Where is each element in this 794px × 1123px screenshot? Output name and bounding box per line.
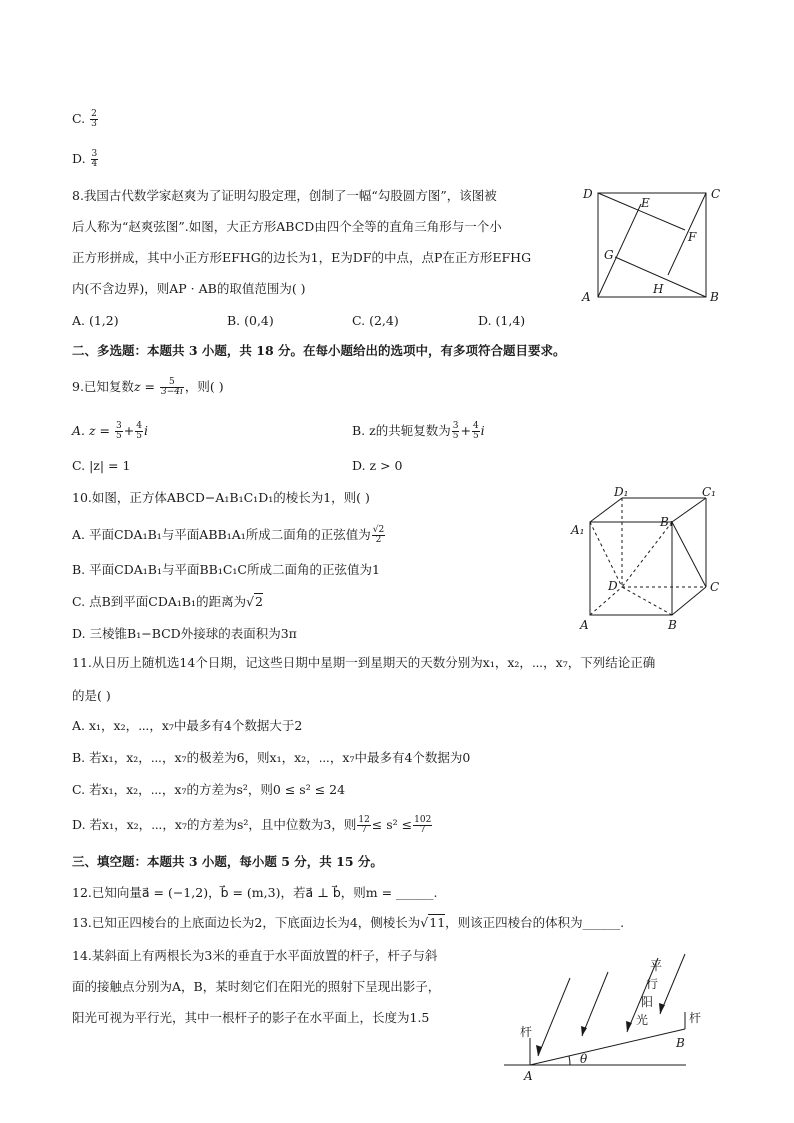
frac-den: 3−4i — [160, 387, 183, 397]
edge-b1c1 — [672, 498, 706, 522]
q9-option-c: C. |z| = 1 — [72, 458, 131, 473]
frac-num: 102 — [414, 815, 432, 825]
frac — [357, 816, 370, 835]
q7-option-c-fraction — [90, 110, 98, 129]
q8-line-2: 后人称为“赵爽弦图”.如图，大正方形ABCD由四个全等的直角三角形与一个小 — [72, 219, 502, 234]
imag-unit: i — [143, 423, 148, 438]
edge-b1d — [622, 522, 672, 587]
edge-bc — [672, 587, 706, 615]
frac-den: 2 — [375, 535, 382, 545]
q13-text-pre: 13.已知正四棱台的上底面边长为2，下底面边长为4，侧棱长为 — [72, 915, 421, 930]
label-b: B — [668, 618, 677, 632]
q9-stem-z: z = — [133, 379, 155, 394]
label-b1: B₁ — [660, 515, 674, 529]
q14-line-1: 14.某斜面上有两根长为3米的垂直于水平面放置的杆子，杆子与斜 — [72, 948, 438, 963]
q11-option-c: C. 若x₁，x₂，⋯，x₇的方差为s²，则0 ≤ s² ≤ 24 — [72, 782, 346, 797]
frac-den: 7 — [361, 825, 367, 835]
frac-den: 5 — [472, 431, 479, 441]
frac-num: 2 — [91, 109, 97, 119]
triangle-edge-2 — [668, 193, 706, 275]
q10-option-b: B. 平面CDA₁B₁与平面BB₁C₁C所成二面角的正弦值为1 — [72, 562, 380, 577]
label-h: H — [653, 282, 664, 296]
q9-stem — [72, 378, 224, 397]
q10-stem: 10.如图，正方体ABCD−A₁B₁C₁D₁的棱长为1，则( ) — [72, 490, 370, 505]
label-a: A — [580, 618, 589, 632]
q10-optA-text: A. 平面CDA₁B₁与平面ABB₁A₁所成二面角的正弦值为 — [72, 527, 371, 542]
label-b: B — [676, 1036, 685, 1050]
section-3-heading: 三、填空题：本题共 3 小题，每小题 5 分，共 15 分。 — [72, 854, 383, 869]
label-pole-left: 杆 — [520, 1025, 533, 1039]
q8-option-b: B. (0,4) — [227, 313, 274, 328]
q8-option-c: C. (2,4) — [352, 313, 399, 328]
q11-option-d — [72, 816, 433, 835]
sun-ray-2-arrow — [581, 1026, 587, 1036]
q11-optD-mid: ≤ s² ≤ — [371, 817, 413, 832]
q13-text-post: ，则该正四棱台的体积为______. — [445, 915, 625, 930]
frac-num: 3 — [452, 421, 459, 431]
imag-unit: i — [480, 423, 485, 438]
frac-den: 5 — [452, 431, 459, 441]
frac-num: 12 — [358, 815, 370, 825]
edge-a1d1 — [590, 498, 622, 522]
big-square — [598, 193, 706, 297]
label-theta: θ — [580, 1052, 588, 1066]
q8-line-3: 正方形拼成，其中小正方形EFHG的边长为1，E为DF的中点，点P在正方形EFHG — [72, 250, 532, 265]
frac-den: 5 — [136, 431, 142, 441]
q7-option-d-fraction — [91, 150, 99, 169]
label-d1: D₁ — [614, 485, 629, 499]
label-e: E — [641, 196, 650, 210]
label-c1: C₁ — [702, 485, 716, 499]
q10-cube-figure — [566, 484, 726, 634]
sun-ray-1 — [538, 978, 570, 1056]
frac-num: 3 — [116, 421, 122, 431]
frac — [135, 422, 143, 441]
frac — [452, 422, 460, 441]
section-2-heading: 二、多选题：本题共 3 小题，共 18 分。在每小题给出的选项中，有多项符合题目要求。 — [72, 343, 566, 358]
q9-optA-prefix: A. z = — [72, 423, 111, 438]
q9-optB-prefix: B. z的共轭复数为 — [352, 423, 451, 438]
label-pole-right: 杆 — [689, 1011, 702, 1025]
plus: + — [123, 423, 135, 438]
q7-option-d — [72, 150, 99, 169]
q10-option-a — [72, 526, 386, 545]
edge-b1c — [672, 522, 706, 587]
frac-den: 4 — [91, 159, 98, 169]
q8-option-a: A. (1,2) — [72, 313, 119, 328]
q14-line-3: 阳光可视为平行光，其中一根杆子的影子在水平面上，长度为1.5 — [72, 1010, 430, 1025]
q11-line-2: 的是( ) — [72, 688, 111, 703]
q11-line-1: 11.从日历上随机选14个日期，记这些日期中星期一到星期天的天数分别为x₁，x₂，⋯，x₇，下列结论正确 — [72, 655, 656, 670]
q7-option-d-label: D. — [72, 151, 86, 166]
q8-line-4: 内(不含边界)，则AP · AB的取值范围为( ) — [72, 281, 306, 296]
label-c: C — [710, 580, 720, 594]
q9-stem-prefix: 9.已知复数 — [72, 379, 134, 394]
label-a1: A₁ — [571, 523, 585, 537]
label-sun-2: 行 — [646, 977, 659, 991]
label-sun-1: 平 — [650, 959, 663, 973]
edge-a1d — [590, 522, 622, 587]
frac-num: 3 — [91, 149, 98, 159]
q8-option-d: D. (1,4) — [478, 313, 526, 328]
sqrt-radicand: 2 — [255, 594, 263, 609]
frac-num: 4 — [136, 421, 142, 431]
q11-option-a: A. x₁，x₂，⋯，x₇中最多有4个数据大于2 — [72, 718, 303, 733]
cube-front-face — [590, 522, 672, 615]
q8-line-1: 8.我国古代数学家赵爽为了证明勾股定理，创制了一幅“勾股圆方图”，该图被 — [72, 188, 497, 203]
label-c: C — [711, 187, 721, 201]
q9-option-b — [352, 422, 485, 441]
q9-option-d: D. z > 0 — [352, 458, 403, 473]
q10-optC-text: C. 点B到平面CDA₁B₁的距离为 — [72, 594, 247, 609]
plus: + — [460, 423, 471, 438]
q14-line-2: 面的接触点分别为A，B，某时刻它们在阳光的照射下呈现出影子， — [72, 979, 441, 994]
q13: 13.已知正四棱台的上底面边长为2，下底面边长为4，侧棱长为√11，则该正四棱台的体积为______. — [72, 915, 625, 930]
label-a: A — [524, 1069, 533, 1083]
q14-shadow-figure — [500, 948, 730, 1088]
label-d: D — [608, 579, 618, 593]
frac-den: 5 — [116, 431, 122, 441]
slope-line — [530, 1029, 685, 1065]
label-d: D — [583, 187, 593, 201]
q9-stem-suffix: ，则( ) — [184, 379, 224, 394]
label-sun-4: 光 — [636, 1013, 649, 1027]
label-f: F — [688, 230, 697, 244]
q11-option-b: B. 若x₁，x₂，⋯，x₇的极差为6，则x₁，x₂，⋯，x₇中最多有4个数据为0 — [72, 750, 471, 765]
label-a: A — [582, 290, 591, 304]
frac — [372, 526, 385, 545]
theta-arc — [569, 1056, 570, 1065]
q12: 12.已知向量a⃗ = (−1,2)，b⃗ = (m,3)，若a⃗ ⊥ b⃗，则m = ______. — [72, 885, 438, 900]
q9-fraction — [160, 378, 184, 397]
sun-ray-2 — [582, 972, 608, 1036]
label-g: G — [604, 248, 614, 262]
q7-option-c — [72, 110, 99, 129]
frac-num: 5 — [160, 378, 184, 388]
q11-optD-text: D. 若x₁，x₂，⋯，x₇的方差为s²，且中位数为3，则 — [72, 817, 357, 832]
q7-option-c-label: C. — [72, 111, 86, 126]
frac-den: 7 — [419, 825, 426, 835]
edge-bd — [622, 587, 672, 615]
frac — [115, 422, 123, 441]
q8-zhao-shuang-figure — [578, 182, 728, 304]
q9-option-a — [72, 422, 148, 441]
label-b: B — [710, 290, 719, 304]
frac-den: 3 — [91, 119, 97, 129]
frac — [413, 816, 432, 835]
frac — [472, 422, 480, 441]
sqrt-radicand: 11 — [429, 915, 446, 930]
frac-num: 4 — [472, 421, 479, 431]
label-sun-3: 阳 — [641, 995, 654, 1009]
q10-option-d: D. 三棱锥B₁−BCD外接球的表面积为3π — [72, 626, 297, 641]
frac-num: √2 — [372, 525, 385, 535]
q10-option-c: C. 点B到平面CDA₁B₁的距离为√2 — [72, 594, 263, 609]
